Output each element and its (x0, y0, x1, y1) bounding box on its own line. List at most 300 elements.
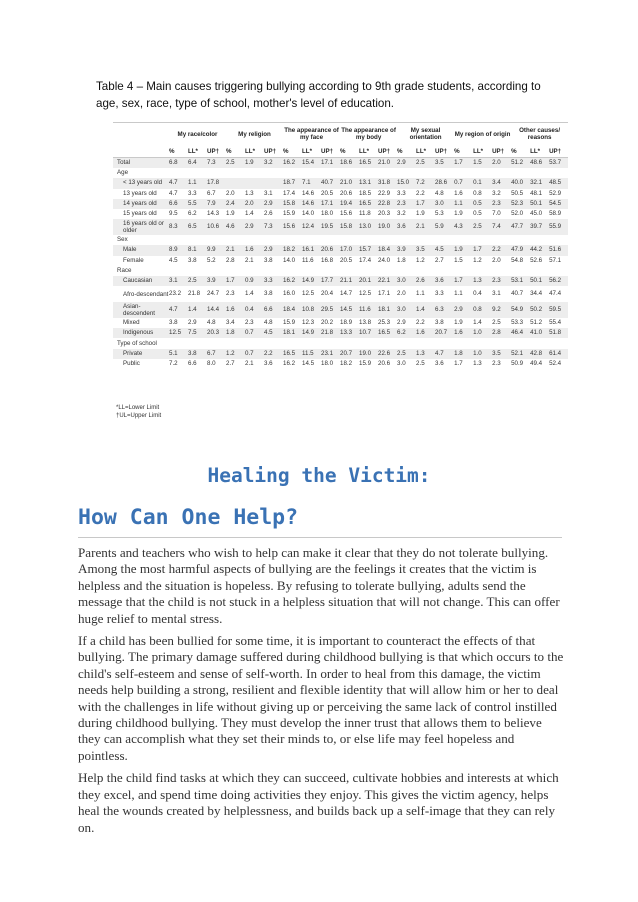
table-cell: 1.7 (416, 199, 435, 209)
table-cell: 20.7 (340, 349, 359, 359)
table-cell (226, 178, 245, 188)
table-cell: 3.3 (264, 276, 283, 286)
table-cell: 1.6 (245, 245, 264, 255)
table-cell: 1.4 (245, 210, 254, 218)
table-cell: 2.9 (397, 158, 416, 169)
table-cell: 1.5 (473, 158, 492, 169)
table-cell: 40.0 (511, 178, 530, 188)
table-cell: 20.4 (321, 290, 334, 298)
table-cell: 41.0 (530, 328, 549, 338)
table-cell: 29.5 (321, 302, 340, 318)
table-cell: 15.9 (359, 359, 372, 367)
table-cell: 13.1 (359, 178, 378, 188)
table-cell: 20.6 (321, 245, 340, 255)
table-cell: 51.6 (549, 245, 568, 255)
table-cell: 14.5 (302, 359, 315, 367)
table-cell: 2.0 (492, 158, 511, 169)
table-cell: 15.6 (283, 219, 302, 235)
column-subheader: % (397, 145, 416, 158)
table-cell: 58.9 (549, 210, 562, 218)
table-cell: 1.9 (416, 210, 425, 218)
table-row (113, 199, 568, 209)
table-cell: 1.1 (416, 290, 425, 298)
table-caption: Table 4 – Main causes triggering bullying according to 9th grade students, according to age, sex, race, type of school, mother's level of education. (96, 80, 541, 110)
table-cell: 0.7 (454, 178, 473, 188)
table-cell: 23.1 (321, 349, 340, 359)
table-subheader-row (113, 145, 568, 158)
table-cell: 11.8 (359, 210, 371, 218)
table-cell: 12.5 (359, 290, 372, 298)
table-cell: 5.2 (207, 256, 216, 264)
table-cell: 2.2 (264, 349, 283, 359)
table-cell: 1.2 (416, 256, 425, 264)
table-cell: 0.5 (473, 199, 492, 209)
row-label: Afro-descendant (123, 290, 169, 298)
table-row (113, 328, 568, 338)
group-row-fill (169, 168, 568, 178)
table-cell: 2.7 (226, 359, 235, 367)
table-cell: 17.0 (340, 245, 359, 255)
table-group-row (113, 266, 568, 276)
table-cell: 21.0 (378, 158, 397, 169)
table-cell: 34.4 (530, 290, 543, 298)
table-cell: 4.8 (264, 319, 273, 327)
table-cell (264, 178, 283, 188)
table-cell: 16.0 (283, 290, 296, 298)
table-cell: 1.7 (454, 359, 463, 367)
table-cell: 6.7 (207, 349, 226, 359)
table-cell: 16.5 (359, 199, 378, 209)
table-cell: 17.8 (207, 178, 226, 188)
column-subheader: LL* (245, 145, 264, 158)
table-cell: 2.3 (397, 199, 416, 209)
table-cell: 5.5 (188, 199, 207, 209)
table-cell: 23.2 (169, 290, 182, 298)
table-cell: 1.0 (473, 328, 492, 338)
table-cell: 52.1 (511, 349, 530, 359)
heading-how-can-one-help: How Can One Help? (78, 505, 299, 530)
table-cell: 3.6 (397, 219, 416, 235)
table-cell: 18.7 (283, 178, 302, 188)
table-cell: 11.5 (302, 349, 321, 359)
table-cell: 49.4 (530, 359, 543, 367)
table-row (113, 318, 568, 328)
table-cell: 6.4 (188, 158, 207, 169)
table-row (113, 256, 568, 266)
table-cell: 7.0 (492, 210, 501, 218)
table-cell: 18.2 (340, 359, 353, 367)
table-cell: 2.9 (264, 245, 283, 255)
table-cell: 50.1 (530, 199, 549, 209)
table-cell: 14.6 (302, 189, 315, 197)
table-cell: 17.4 (359, 256, 372, 264)
table-cell: 8.1 (188, 245, 207, 255)
table-cell: 2.4 (226, 199, 245, 209)
table-cell: 55.4 (549, 319, 562, 327)
table-cell: 3.2 (492, 189, 501, 197)
table-cell: 3.1 (169, 276, 188, 286)
table-cell: 1.9 (454, 245, 473, 255)
table-cell: 1.7 (454, 158, 473, 169)
table-cell: 1.8 (454, 349, 473, 359)
note-lower-limit: *LL=Lower Limit (116, 405, 160, 411)
table-cell: 1.3 (473, 276, 492, 286)
table-cell: 10.6 (207, 219, 226, 235)
row-label: Caucasian (113, 276, 169, 286)
table-cell: 3.5 (492, 349, 511, 359)
table-cell: 22.9 (378, 189, 391, 197)
table-cell: 2.8 (492, 328, 511, 338)
table-cell: 3.8 (188, 349, 207, 359)
table-cell: 17.4 (283, 189, 296, 197)
table-row (113, 276, 568, 286)
table-cell: 16.1 (302, 245, 321, 255)
table-cell: 10.7 (359, 328, 378, 338)
table-cell: 1.9 (454, 210, 463, 218)
table-cell: 4.7 (169, 302, 188, 318)
body-text (78, 545, 564, 842)
table-cell: 16.2 (283, 158, 302, 169)
table-cell: 20.6 (378, 359, 391, 367)
table-cell: 1.3 (473, 359, 482, 367)
table-cell: 1.0 (473, 349, 492, 359)
table-cell: 14.0 (283, 256, 296, 264)
table-cell: 18.4 (283, 302, 302, 318)
table-cell (245, 178, 264, 188)
table-cell: 13.3 (340, 328, 359, 338)
table-cell: 1.7 (226, 276, 245, 286)
table-cell: 3.0 (397, 302, 416, 318)
table-cell: 0.4 (473, 290, 482, 298)
table-cell: 39.7 (530, 219, 549, 235)
table-cell: 55.9 (549, 219, 568, 235)
table-row (113, 219, 568, 235)
table-cell: 52.9 (549, 189, 562, 197)
table-cell: 21.1 (340, 276, 359, 286)
table-cell: 1.9 (226, 210, 235, 218)
table-row (113, 359, 568, 369)
table-cell: 18.1 (378, 302, 397, 318)
table-row (113, 209, 568, 219)
table-cell: 0.9 (245, 276, 264, 286)
table-cell: 1.2 (226, 349, 245, 359)
table-cell: 2.5 (397, 349, 416, 359)
table-cell: 51.8 (549, 328, 568, 338)
table-cell: 1.8 (397, 256, 406, 264)
row-label: Type of school (117, 339, 157, 347)
table-cell: 13.8 (359, 319, 372, 327)
row-label: Asian-descendent (113, 302, 169, 318)
table-cell: 8.3 (169, 219, 188, 235)
table-cell: 2.5 (492, 319, 501, 327)
table-cell: 11.6 (302, 256, 314, 264)
table-cell: 2.9 (397, 319, 406, 327)
column-subheader: % (283, 145, 302, 158)
table-cell: 18.0 (321, 359, 334, 367)
table-cell: 20.5 (340, 256, 353, 264)
table-cell: 3.8 (188, 256, 197, 264)
table-cell: 31.8 (378, 178, 397, 188)
note-upper-limit: †UL=Upper Limit (116, 413, 162, 419)
table-cell: 48.1 (530, 189, 543, 197)
table-cell: 18.2 (283, 245, 302, 255)
table-cell: 4.6 (226, 219, 245, 235)
table-cell: 47.7 (511, 219, 530, 235)
table-cell: 3.1 (264, 189, 273, 197)
column-group-header: My religion (226, 123, 283, 146)
table-cell: 12.5 (169, 328, 188, 338)
table-cell: 2.0 (226, 189, 235, 197)
table-cell: 3.9 (207, 276, 226, 286)
table-cell: 1.9 (245, 158, 264, 169)
table-cell: 1.4 (245, 290, 254, 298)
table-cell: 18.5 (359, 189, 372, 197)
table-cell: 19.5 (321, 219, 340, 235)
table-cell: 42.8 (530, 349, 549, 359)
table-cell: 19.0 (359, 349, 378, 359)
table-cell: 16.2 (283, 276, 302, 286)
row-label: Indigenous (113, 328, 169, 338)
table-cell: 4.5 (435, 245, 454, 255)
table-cell: 11.6 (359, 302, 378, 318)
table-cell: 3.3 (435, 290, 444, 298)
table-cell: 0.4 (245, 302, 264, 318)
table-cell: 2.9 (264, 199, 283, 209)
column-subheader: UP† (207, 145, 226, 158)
table-cell: 22.1 (378, 276, 397, 286)
table-cell: 3.8 (169, 319, 178, 327)
table-cell: 3.3 (397, 189, 406, 197)
table-cell: 53.3 (511, 319, 524, 327)
table-cell: 2.3 (226, 290, 235, 298)
table-group-row (113, 235, 568, 245)
table-cell: 3.0 (397, 359, 406, 367)
table-cell: 25.3 (378, 319, 391, 327)
table-cell: 24.7 (207, 290, 220, 298)
table-cell: 48.5 (549, 178, 568, 188)
table-cell: 2.9 (454, 302, 473, 318)
table-cell: 57.1 (549, 256, 562, 264)
table-cell: 16.5 (359, 158, 378, 169)
table-cell: 2.3 (492, 359, 501, 367)
table-cell: 0.7 (245, 328, 264, 338)
table-cell: 6.3 (435, 302, 454, 318)
table-cell: 3.8 (264, 290, 273, 298)
column-group-header: My region of origin (454, 123, 511, 146)
row-label: 15 years old (123, 210, 157, 218)
table-cell: 2.2 (492, 245, 511, 255)
table-cell: 3.0 (435, 199, 454, 209)
table-cell: 20.7 (435, 328, 454, 338)
table-cell: 2.9 (188, 319, 197, 327)
heading-divider (78, 537, 562, 538)
table-notes (116, 404, 161, 420)
bullying-causes-table (113, 122, 568, 369)
table-cell: 4.7 (169, 189, 178, 197)
table-cell: 15.4 (302, 158, 321, 169)
table-cell: 1.6 (416, 328, 435, 338)
column-subheader: % (169, 145, 188, 158)
row-label: Male (113, 245, 169, 255)
table-cell: 7.9 (207, 199, 226, 209)
table-cell: 0.1 (473, 178, 492, 188)
column-subheader: LL* (416, 145, 435, 158)
row-label: 13 years old (123, 189, 157, 197)
table-cell: 3.8 (264, 256, 273, 264)
table-cell: 32.1 (530, 178, 549, 188)
table-row (113, 158, 568, 169)
table-cell: 1.5 (454, 256, 463, 264)
table-cell: 12.3 (302, 319, 315, 327)
table-cell: 1.1 (188, 178, 207, 188)
group-row-fill (169, 266, 568, 276)
table-cell: 2.5 (416, 158, 435, 169)
table-cell: 20.1 (359, 276, 378, 286)
table-cell: 15.9 (283, 210, 296, 218)
table-cell: 21.0 (340, 178, 359, 188)
table-cell: 47.9 (511, 245, 530, 255)
table-cell: 5.9 (435, 219, 454, 235)
table-cell: 6.6 (264, 302, 283, 318)
table-cell: 59.5 (549, 302, 568, 318)
column-subheader: LL* (359, 145, 378, 158)
table-cell: 9.2 (492, 302, 511, 318)
table-cell: 53.7 (549, 158, 568, 169)
column-subheader: % (454, 145, 473, 158)
table-cell: 14.6 (302, 199, 321, 209)
table-cell: 24.0 (378, 256, 391, 264)
table-cell: 50.5 (511, 189, 524, 197)
column-subheader: LL* (302, 145, 321, 158)
table-cell: 1.6 (454, 189, 463, 197)
table-cell: 2.0 (397, 290, 406, 298)
table-cell: 1.3 (416, 349, 435, 359)
row-label: 14 years old (113, 199, 169, 209)
table-cell: 2.2 (416, 319, 425, 327)
table-cell: 52.3 (511, 199, 530, 209)
table-cell: 3.6 (264, 359, 273, 367)
table-row (113, 178, 568, 188)
table-cell: 3.6 (435, 276, 454, 286)
table-cell: 14.9 (302, 276, 321, 286)
table-cell: 4.5 (169, 256, 178, 264)
table-cell: 6.2 (188, 210, 197, 218)
table-cell: 21.8 (188, 290, 201, 298)
column-subheader: LL* (530, 145, 549, 158)
column-subheader: % (340, 145, 359, 158)
heading-healing-the-victim: Healing the Victim: (207, 464, 431, 487)
table-cell: 4.3 (454, 219, 473, 235)
table-group-header-row (113, 123, 568, 146)
table-cell: 61.4 (549, 349, 568, 359)
table-cell: 2.3 (492, 199, 511, 209)
column-subheader: LL* (188, 145, 207, 158)
table-cell: 12.5 (302, 290, 315, 298)
table-cell: 4.5 (264, 328, 283, 338)
table-cell: 17.1 (378, 290, 391, 298)
table-cell: 52.0 (511, 210, 524, 218)
table-cell: 3.4 (226, 319, 235, 327)
row-label: Sex (117, 236, 128, 244)
table-cell: 18.0 (321, 210, 334, 218)
table-cell: 0.7 (245, 349, 264, 359)
table-cell: 16.2 (283, 359, 296, 367)
row-label: Race (117, 266, 132, 274)
table-cell: 1.7 (473, 245, 492, 255)
table-cell: 21.8 (321, 328, 340, 338)
table-cell: 18.1 (283, 328, 302, 338)
table-cell: 1.1 (454, 199, 473, 209)
table-cell: 1.9 (454, 319, 463, 327)
table-cell: 46.4 (511, 328, 530, 338)
table-cell: 7.2 (416, 178, 435, 188)
table-cell: 5.1 (169, 349, 188, 359)
header-empty-cell (113, 123, 169, 146)
table-cell: 12.4 (302, 219, 321, 235)
table-cell: 7.2 (169, 359, 178, 367)
table-cell: 7.4 (492, 219, 511, 235)
table-cell: 2.5 (188, 276, 207, 286)
table-cell: 22.8 (378, 199, 397, 209)
table-cell: 15.8 (283, 199, 302, 209)
table-row (113, 286, 568, 302)
table-cell: 3.1 (492, 290, 501, 298)
table-cell: 20.3 (207, 328, 226, 338)
table-cell: 3.8 (435, 319, 444, 327)
table-group-row (113, 338, 568, 348)
row-label: Total (113, 158, 169, 169)
table-cell: 14.3 (207, 210, 220, 218)
group-row-fill (169, 235, 568, 245)
table-cell: 14.7 (340, 290, 353, 298)
column-group-header: My sexual orientation (397, 123, 454, 146)
table-cell: 19.4 (340, 199, 359, 209)
column-group-header: Other causes/ reasons (511, 123, 568, 146)
table-cell: 48.6 (530, 158, 549, 169)
table-cell: 1.7 (454, 276, 473, 286)
table-cell: 51.2 (530, 319, 543, 327)
row-label: 16 years old or older (113, 219, 169, 235)
column-group-header: My race/color (169, 123, 226, 146)
column-subheader: UP† (321, 145, 340, 158)
table-cell: 2.1 (416, 219, 435, 235)
table-cell: 14.5 (340, 302, 359, 318)
table-cell: 2.1 (245, 256, 254, 264)
table-cell: 7.3 (264, 219, 283, 235)
table-cell: 54.5 (549, 199, 568, 209)
table-cell: 51.2 (511, 158, 530, 169)
table-cell: 4.8 (207, 319, 216, 327)
table-cell: 1.3 (245, 189, 254, 197)
table-cell: 54.8 (511, 256, 524, 264)
table-cell: 3.3 (188, 189, 197, 197)
table-cell: 1.1 (454, 290, 463, 298)
paragraph-2: If a child has been bullied for some time, it is important to counteract the effects of that bullying. The primary damage suffered during childhood bullying is that which occurs to the child's self-esteem and sense of self-worth. In order to heal from this damage, the victim needs help building a strong, resilient and flexible identity that will allow him or her to deal with the challenges in life without giving up or perceiving the same lack of control instilled during childhood bullying. They must develop the inner trust that allows them to believe they can accomplish what they set their minds to, or else life may feel hopeless and pointless. (78, 633, 564, 763)
table-cell: 1.8 (226, 328, 245, 338)
row-label: < 13 years old (113, 178, 169, 188)
table-cell: 6.8 (169, 158, 188, 169)
table-cell: 16.5 (283, 349, 302, 359)
table-cell: 56.2 (549, 276, 568, 286)
table-cell: 2.1 (226, 245, 245, 255)
row-label: Private (113, 349, 169, 359)
table-cell: 0.8 (473, 302, 492, 318)
table-cell: 0.5 (473, 210, 482, 218)
table-cell: 2.5 (416, 359, 425, 367)
row-label: Female (123, 256, 144, 264)
table-cell: 50.2 (530, 302, 549, 318)
table-cell: 2.3 (492, 276, 511, 286)
